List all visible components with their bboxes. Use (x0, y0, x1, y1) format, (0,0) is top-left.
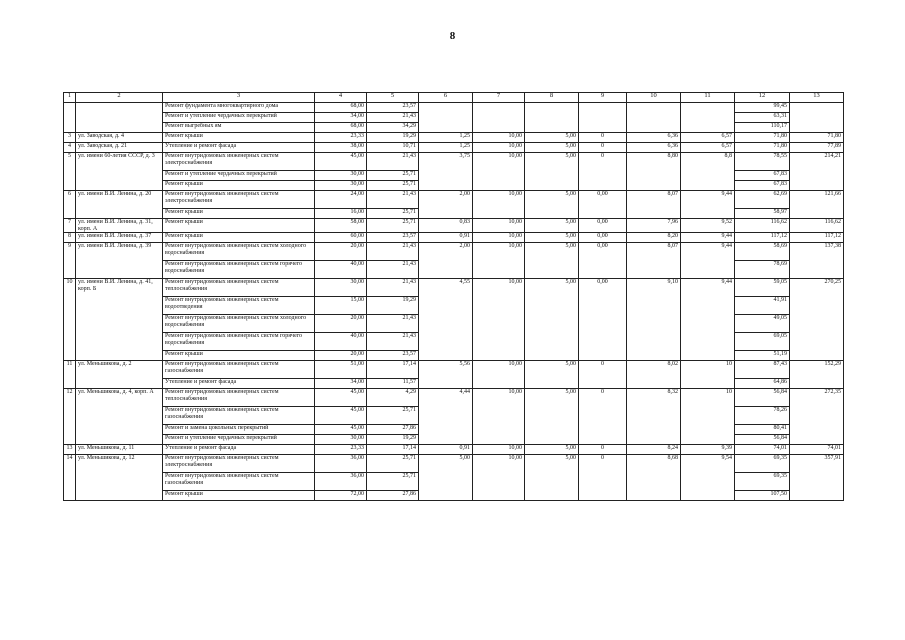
value-col10: 6,36 (627, 143, 681, 153)
value-col4: 23,33 (315, 133, 367, 143)
value-col11: 9,44 (681, 191, 735, 219)
value-col5: 27,86 (367, 425, 419, 435)
value-col12: 67,83 (735, 181, 790, 191)
table-row (64, 361, 844, 379)
value-col12: 67,83 (735, 171, 790, 181)
value-col12: 80,41 (735, 425, 790, 435)
value-col5: 21,43 (367, 333, 419, 351)
value-col12: 78,69 (735, 261, 790, 279)
value-col4: 58,00 (315, 219, 367, 233)
value-col12: 78,55 (735, 153, 790, 171)
address-cell: ул. Меньшикова, д. 11 (76, 445, 163, 455)
value-col5: 19,29 (367, 133, 419, 143)
value-col5: 11,57 (367, 379, 419, 389)
value-col4: 45,00 (315, 425, 367, 435)
value-col13: 117,12 (790, 233, 844, 243)
value-col5: 17,14 (367, 361, 419, 379)
value-col6: 1,25 (419, 133, 473, 143)
value-col6: 0,91 (419, 233, 473, 243)
value-col13: 116,62 (790, 219, 844, 233)
value-col6: 5,56 (419, 361, 473, 389)
value-col4: 20,00 (315, 243, 367, 261)
value-col12: 78,26 (735, 407, 790, 425)
value-col8: 5,00 (525, 233, 579, 243)
value-col4: 30,00 (315, 279, 367, 297)
value-col9: 0,00 (579, 219, 627, 233)
value-col10: 8,20 (627, 233, 681, 243)
value-col5: 17,14 (367, 445, 419, 455)
address-cell: ул. имени В.И. Ленина, д. 41, корп. Б (76, 279, 163, 361)
address-cell: ул. Заводская, д. 4 (76, 133, 163, 143)
value-col8: 5,00 (525, 455, 579, 501)
value-col12: 99,45 (735, 103, 790, 113)
row-number (64, 103, 76, 133)
value-col10: 8,07 (627, 243, 681, 279)
value-col12: 59,05 (735, 279, 790, 297)
value-col8: 5,00 (525, 243, 579, 279)
value-col12: 71,80 (735, 143, 790, 153)
value-col4: 30,00 (315, 435, 367, 445)
table-row (64, 233, 844, 243)
column-header-9: 9 (579, 93, 627, 103)
column-header-1: 1 (64, 93, 76, 103)
work-type-cell: Утепление и ремонт фасада (163, 445, 315, 455)
value-col6: 2,00 (419, 191, 473, 219)
value-col13: 270,25 (790, 279, 844, 361)
work-type-cell: Ремонт внутридомовых инженерных систем горячего водоснабжения (163, 261, 315, 279)
value-col9: 0 (579, 361, 627, 389)
value-col7: 10,00 (473, 243, 525, 279)
value-col5: 21,43 (367, 279, 419, 297)
table-row (64, 243, 844, 261)
column-header-3: 3 (163, 93, 315, 103)
work-type-cell: Ремонт внутридомовых инженерных систем водоотведения (163, 297, 315, 315)
column-header-4: 4 (315, 93, 367, 103)
value-col5: 23,57 (367, 103, 419, 113)
work-type-cell: Ремонт крыши (163, 219, 315, 233)
value-col5: 25,71 (367, 209, 419, 219)
address-cell: ул. имени 60-летия СССР, д. 3 (76, 153, 163, 191)
value-col11: 10 (681, 389, 735, 445)
value-col8: 5,00 (525, 219, 579, 233)
value-col8: 5,00 (525, 191, 579, 219)
value-col4: 23,33 (315, 445, 367, 455)
value-col6 (419, 103, 473, 133)
row-number: 9 (64, 243, 76, 279)
column-header-10: 10 (627, 93, 681, 103)
work-type-cell: Ремонт и замена цокольных перекрытий (163, 425, 315, 435)
table-row (64, 153, 844, 171)
value-col13: 357,91 (790, 455, 844, 501)
work-type-cell: Утепление и ремонт фасада (163, 379, 315, 389)
value-col9: 0 (579, 143, 627, 153)
value-col4: 16,00 (315, 209, 367, 219)
value-col5: 21,43 (367, 113, 419, 123)
value-col7: 10,00 (473, 219, 525, 233)
value-col5: 21,43 (367, 191, 419, 209)
value-col5: 10,71 (367, 143, 419, 153)
work-type-cell: Ремонт и утепление чердачных перекрытий (163, 113, 315, 123)
work-type-cell: Ремонт выгребных ям (163, 123, 315, 133)
value-col5: 21,43 (367, 243, 419, 261)
value-col7: 10,00 (473, 279, 525, 361)
table-row (64, 445, 844, 455)
value-col8: 5,00 (525, 133, 579, 143)
value-col11: 9,54 (681, 455, 735, 501)
value-col10: 8,02 (627, 361, 681, 389)
value-col12: 49,05 (735, 315, 790, 333)
value-col6: 5,00 (419, 455, 473, 501)
address-cell: ул. Меньшикова, д. 12 (76, 455, 163, 501)
value-col4: 45,00 (315, 389, 367, 407)
value-col4: 68,00 (315, 103, 367, 113)
work-type-cell: Ремонт внутридомовых инженерных систем электроснабжения (163, 191, 315, 209)
value-col11: 6,57 (681, 143, 735, 153)
value-col9: 0,00 (579, 191, 627, 219)
work-type-cell: Ремонт внутридомовых инженерных систем холодного водоснабжения (163, 315, 315, 333)
value-col12: 69,35 (735, 473, 790, 491)
value-col5: 25,71 (367, 181, 419, 191)
row-number: 14 (64, 455, 76, 501)
value-col7: 10,00 (473, 361, 525, 389)
row-number: 7 (64, 219, 76, 233)
work-type-cell: Ремонт внутридомовых инженерных систем теплоснабжения (163, 279, 315, 297)
value-col13: 77,89 (790, 143, 844, 153)
value-col7: 10,00 (473, 143, 525, 153)
value-col6: 0,91 (419, 445, 473, 455)
work-type-cell: Ремонт внутридомовых инженерных систем газоснабжения (163, 361, 315, 379)
value-col9: 0,00 (579, 243, 627, 279)
row-number: 3 (64, 133, 76, 143)
value-col4: 68,00 (315, 123, 367, 133)
value-col6: 0,83 (419, 219, 473, 233)
value-col12: 69,35 (735, 455, 790, 473)
work-type-cell: Ремонт внутридомовых инженерных систем электроснабжения (163, 153, 315, 171)
value-col8: 5,00 (525, 153, 579, 191)
value-col10: 8,80 (627, 153, 681, 191)
value-col4: 45,00 (315, 153, 367, 171)
value-col12: 107,50 (735, 491, 790, 501)
address-cell: ул. Меньшикова, д. 2 (76, 361, 163, 389)
value-col9 (579, 103, 627, 133)
value-col5: 25,71 (367, 473, 419, 491)
column-header-2: 2 (76, 93, 163, 103)
value-col8: 5,00 (525, 361, 579, 389)
table-row (64, 219, 844, 233)
column-header-11: 11 (681, 93, 735, 103)
value-col4: 30,00 (315, 171, 367, 181)
value-col4: 40,00 (315, 261, 367, 279)
value-col4: 24,00 (315, 191, 367, 209)
value-col10 (627, 103, 681, 133)
value-col12: 87,43 (735, 361, 790, 379)
value-col12: 58,97 (735, 209, 790, 219)
value-col11: 9,44 (681, 233, 735, 243)
address-cell: ул. Меньшикова, д. 4, корп. А (76, 389, 163, 445)
work-type-cell: Ремонт крыши (163, 209, 315, 219)
column-header-6: 6 (419, 93, 473, 103)
column-header-5: 5 (367, 93, 419, 103)
work-type-cell: Утепление и ремонт фасада (163, 143, 315, 153)
work-type-cell: Ремонт крыши (163, 351, 315, 361)
value-col10: 7,96 (627, 219, 681, 233)
row-number: 12 (64, 389, 76, 445)
value-col4: 15,00 (315, 297, 367, 315)
value-col7: 10,00 (473, 445, 525, 455)
value-col7: 10,00 (473, 455, 525, 501)
value-col5: 25,71 (367, 407, 419, 425)
column-header-12: 12 (735, 93, 790, 103)
value-col10: 6,36 (627, 133, 681, 143)
value-col13: 214,21 (790, 153, 844, 191)
value-col10: 9,10 (627, 279, 681, 361)
value-col11: 10 (681, 361, 735, 389)
value-col12: 69,05 (735, 333, 790, 351)
value-col8: 5,00 (525, 389, 579, 445)
value-col12: 63,31 (735, 113, 790, 123)
value-col5: 23,57 (367, 351, 419, 361)
value-col5: 21,43 (367, 153, 419, 171)
value-col5: 25,71 (367, 171, 419, 181)
row-number: 10 (64, 279, 76, 361)
work-type-cell: Ремонт внутридомовых инженерных систем электроснабжения (163, 455, 315, 473)
value-col13: 137,38 (790, 243, 844, 279)
work-type-cell: Ремонт и утепление чердачных перекрытий (163, 171, 315, 181)
address-cell: ул. имени В.И. Ленина, д. 20 (76, 191, 163, 219)
column-header-13: 13 (790, 93, 844, 103)
value-col5: 21,43 (367, 261, 419, 279)
value-col11 (681, 103, 735, 133)
value-col12: 116,62 (735, 219, 790, 233)
value-col4: 60,00 (315, 233, 367, 243)
address-cell (76, 103, 163, 133)
value-col13 (790, 103, 844, 133)
address-cell: ул. имени В.И. Ленина, д. 39 (76, 243, 163, 279)
value-col9: 0,00 (579, 233, 627, 243)
table-row (64, 103, 844, 113)
row-number: 4 (64, 143, 76, 153)
value-col13: 121,66 (790, 191, 844, 219)
value-col7: 10,00 (473, 389, 525, 445)
row-number: 6 (64, 191, 76, 219)
value-col4: 72,00 (315, 491, 367, 501)
value-col11: 6,57 (681, 133, 735, 143)
column-header-8: 8 (525, 93, 579, 103)
value-col10: 8,68 (627, 455, 681, 501)
value-col5: 19,29 (367, 435, 419, 445)
repair-cost-table (63, 92, 844, 501)
value-col9: 0 (579, 455, 627, 501)
value-col5: 21,43 (367, 315, 419, 333)
value-col5: 4,29 (367, 389, 419, 407)
value-col4: 51,00 (315, 361, 367, 379)
value-col5: 25,71 (367, 455, 419, 473)
work-type-cell: Ремонт крыши (163, 233, 315, 243)
table-row (64, 455, 844, 473)
value-col11: 9,44 (681, 279, 735, 361)
value-col12: 41,91 (735, 297, 790, 315)
value-col8: 5,00 (525, 143, 579, 153)
address-cell: ул. имени В.И. Ленина, д. 31, корп. А (76, 219, 163, 233)
row-number: 8 (64, 233, 76, 243)
value-col4: 20,00 (315, 351, 367, 361)
value-col9: 0,00 (579, 279, 627, 361)
work-type-cell: Ремонт и утепление чердачных перекрытий (163, 435, 315, 445)
table-row (64, 133, 844, 143)
value-col7: 10,00 (473, 233, 525, 243)
address-cell: ул. имени В.И. Ленина, д. 37 (76, 233, 163, 243)
value-col5: 27,86 (367, 491, 419, 501)
value-col5: 34,29 (367, 123, 419, 133)
value-col4: 36,00 (315, 455, 367, 473)
value-col13: 272,35 (790, 389, 844, 445)
value-col10: 8,07 (627, 191, 681, 219)
value-col4: 45,00 (315, 407, 367, 425)
value-col5: 23,57 (367, 233, 419, 243)
value-col12: 58,69 (735, 243, 790, 261)
value-col7 (473, 103, 525, 133)
value-col4: 36,00 (315, 473, 367, 491)
value-col12: 117,12 (735, 233, 790, 243)
work-type-cell: Ремонт крыши (163, 491, 315, 501)
value-col6: 2,00 (419, 243, 473, 279)
table-row (64, 191, 844, 209)
work-type-cell: Ремонт внутридомовых инженерных систем теплоснабжения (163, 389, 315, 407)
value-col8: 5,00 (525, 279, 579, 361)
value-col13: 71,80 (790, 133, 844, 143)
value-col8 (525, 103, 579, 133)
value-col7: 10,00 (473, 191, 525, 219)
row-number: 13 (64, 445, 76, 455)
value-col4: 34,00 (315, 379, 367, 389)
page-number: 8 (449, 30, 456, 42)
value-col8: 5,00 (525, 445, 579, 455)
header-row (64, 93, 844, 103)
table-row (64, 389, 844, 407)
value-col4: 20,00 (315, 315, 367, 333)
row-number: 5 (64, 153, 76, 191)
value-col10: 8,32 (627, 389, 681, 445)
work-type-cell: Ремонт внутридомовых инженерных систем газоснабжения (163, 407, 315, 425)
value-col12: 56,84 (735, 435, 790, 445)
value-col12: 51,19 (735, 351, 790, 361)
value-col4: 38,00 (315, 143, 367, 153)
work-type-cell: Ремонт внутридомовых инженерных систем газоснабжения (163, 473, 315, 491)
value-col4: 40,00 (315, 333, 367, 351)
value-col12: 74,01 (735, 445, 790, 455)
value-col9: 0 (579, 133, 627, 143)
work-type-cell: Ремонт крыши (163, 181, 315, 191)
value-col11: 9,39 (681, 445, 735, 455)
table-row (64, 143, 844, 153)
value-col5: 19,29 (367, 297, 419, 315)
value-col11: 8,8 (681, 153, 735, 191)
address-cell: ул. Заводская, д. 21 (76, 143, 163, 153)
value-col7: 10,00 (473, 133, 525, 143)
value-col6: 3,75 (419, 153, 473, 191)
value-col7: 10,00 (473, 153, 525, 191)
value-col5: 25,71 (367, 219, 419, 233)
value-col13: 74,01 (790, 445, 844, 455)
value-col12: 64,86 (735, 379, 790, 389)
value-col13: 152,29 (790, 361, 844, 389)
column-header-7: 7 (473, 93, 525, 103)
value-col4: 34,00 (315, 113, 367, 123)
value-col6: 4,44 (419, 389, 473, 445)
work-type-cell: Ремонт фундамента многоквартирного дома (163, 103, 315, 113)
value-col9: 0 (579, 153, 627, 191)
work-type-cell: Ремонт крыши (163, 133, 315, 143)
value-col10: 8,24 (627, 445, 681, 455)
value-col9: 0 (579, 445, 627, 455)
value-col9: 0 (579, 389, 627, 445)
value-col11: 9,44 (681, 243, 735, 279)
value-col12: 110,17 (735, 123, 790, 133)
value-col12: 71,80 (735, 133, 790, 143)
value-col4: 30,00 (315, 181, 367, 191)
value-col12: 56,84 (735, 389, 790, 407)
value-col11: 9,52 (681, 219, 735, 233)
work-type-cell: Ремонт внутридомовых инженерных систем горячего водоснабжения (163, 333, 315, 351)
value-col6: 4,55 (419, 279, 473, 361)
work-type-cell: Ремонт внутридомовых инженерных систем холодного водоснабжения (163, 243, 315, 261)
row-number: 11 (64, 361, 76, 389)
value-col12: 62,69 (735, 191, 790, 209)
table-row (64, 279, 844, 297)
value-col6: 1,25 (419, 143, 473, 153)
